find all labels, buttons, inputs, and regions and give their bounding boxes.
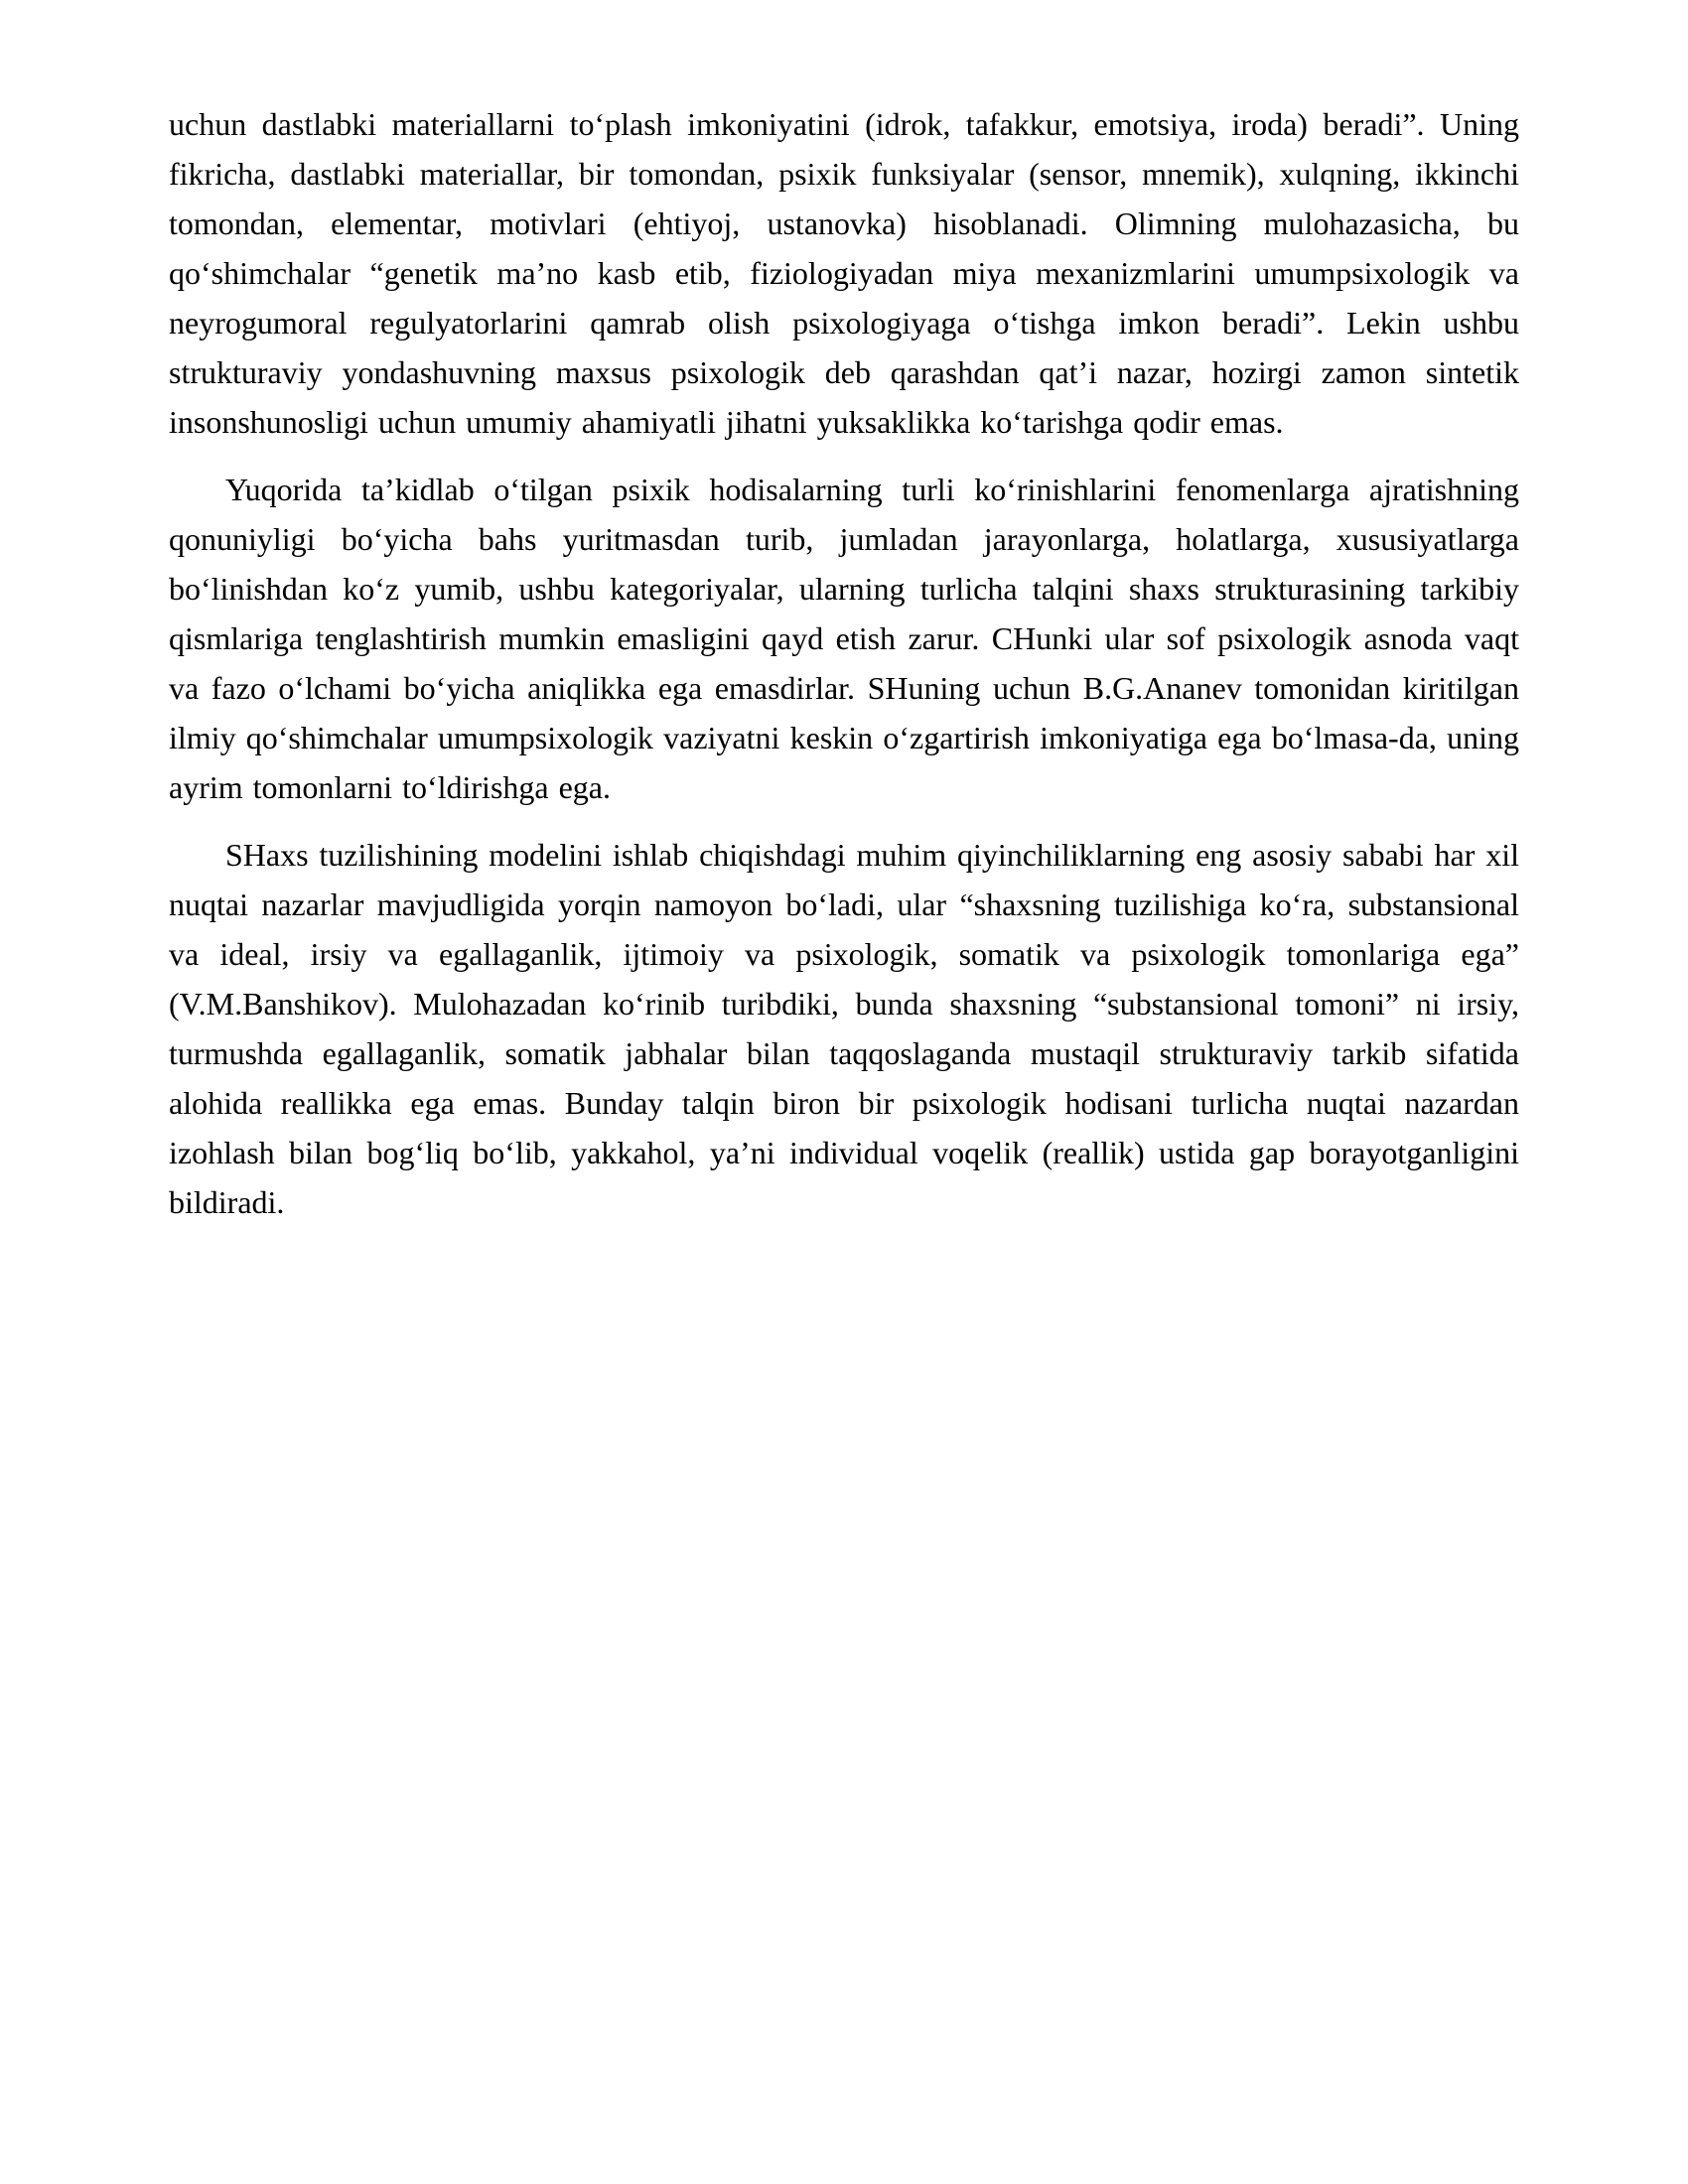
paragraph-3: SHaxs tuzilishining modelini ishlab chiqishdagi muhim qiyinchiliklarning eng asosiy sababi har xil nuqtai nazarlar mavjudligida yorqin namoyon bo‘ladi, ular “shaxsning tuzilishiga ko‘ra, substansional va ideal, irsiy va egallaganlik, ijtimoiy va psixologik, somatik va psixologik tomonlariga ega” (V.M.Banshikov). Mulohazadan ko‘rinib turibdiki, bunda shaxsning “substansional tomoni” ni irsiy, turmushda egallaganlik, somatik jabhalar bilan taqqoslaganda mustaqil strukturaviy tarkib sifatida alohida reallikka ega emas. Bunday talqin biron bir psixologik hodisani turlicha nuqtai nazardan izohlash bilan bog‘liq bo‘lib, yakkahol, ya’ni individual voqelik (reallik) ustida gap borayotganligini bildiradi. xyxy=(169,837,1519,1220)
paragraph-2: Yuqorida ta’kidlab o‘tilgan psixik hodisalarning turli ko‘rinishlarini fenomenlarga ajratishning qonuniyligi bo‘yicha bahs yuritmasdan turib, jumladan jarayonlarga, holatlarga, xususiyatlarga bo‘linishdan ko‘z yumib, ushbu kategoriyalar, ularning turlicha talqini shaxs strukturasining tarkibiy qismlariga tenglashtirish mumkin emasligini qayd etish zarur. CHunki ular sof psixologik asnoda vaqt va fazo o‘lchami bo‘yicha aniqlikka ega emasdirlar. SHuning uchun B.G.Ananev tomonidan kiritilgan ilmiy qo‘shimchalar umumpsixologik vaziyatni keskin o‘zgartirish imkoniyatiga ega bo‘lmasa-da, uning ayrim tomonlarni to‘ldirishga ega. xyxy=(169,472,1519,805)
paragraph-1: uchun dastlabki materiallarni to‘plash imkoniyatini (idrok, tafakkur, emotsiya, iroda) beradi”. Uning fikricha, dastlabki materiallar, bir tomondan, psixik funksiyalar (sensor, mnemik), xulqning, ikkinchi tomondan, elementar, motivlari (ehtiyoj, ustanovka) hisoblanadi. Olimning mulohazasicha, bu qo‘shimchalar “genetik ma’no kasb etib, fiziologiyadan miya mexanizmlarini umumpsixologik va neyrogumoral regulyatorlarini qamrab olish psixologiyaga o‘tishga imkon beradi”. Lekin ushbu strukturaviy yondashuvning maxsus psixologik deb qarashdan qat’i nazar, hozirgi zamon sintetik insonshunosligi uchun umumiy ahamiyatli jihatni yuksaklikka ko‘tarishga qodir emas. xyxy=(169,106,1519,440)
